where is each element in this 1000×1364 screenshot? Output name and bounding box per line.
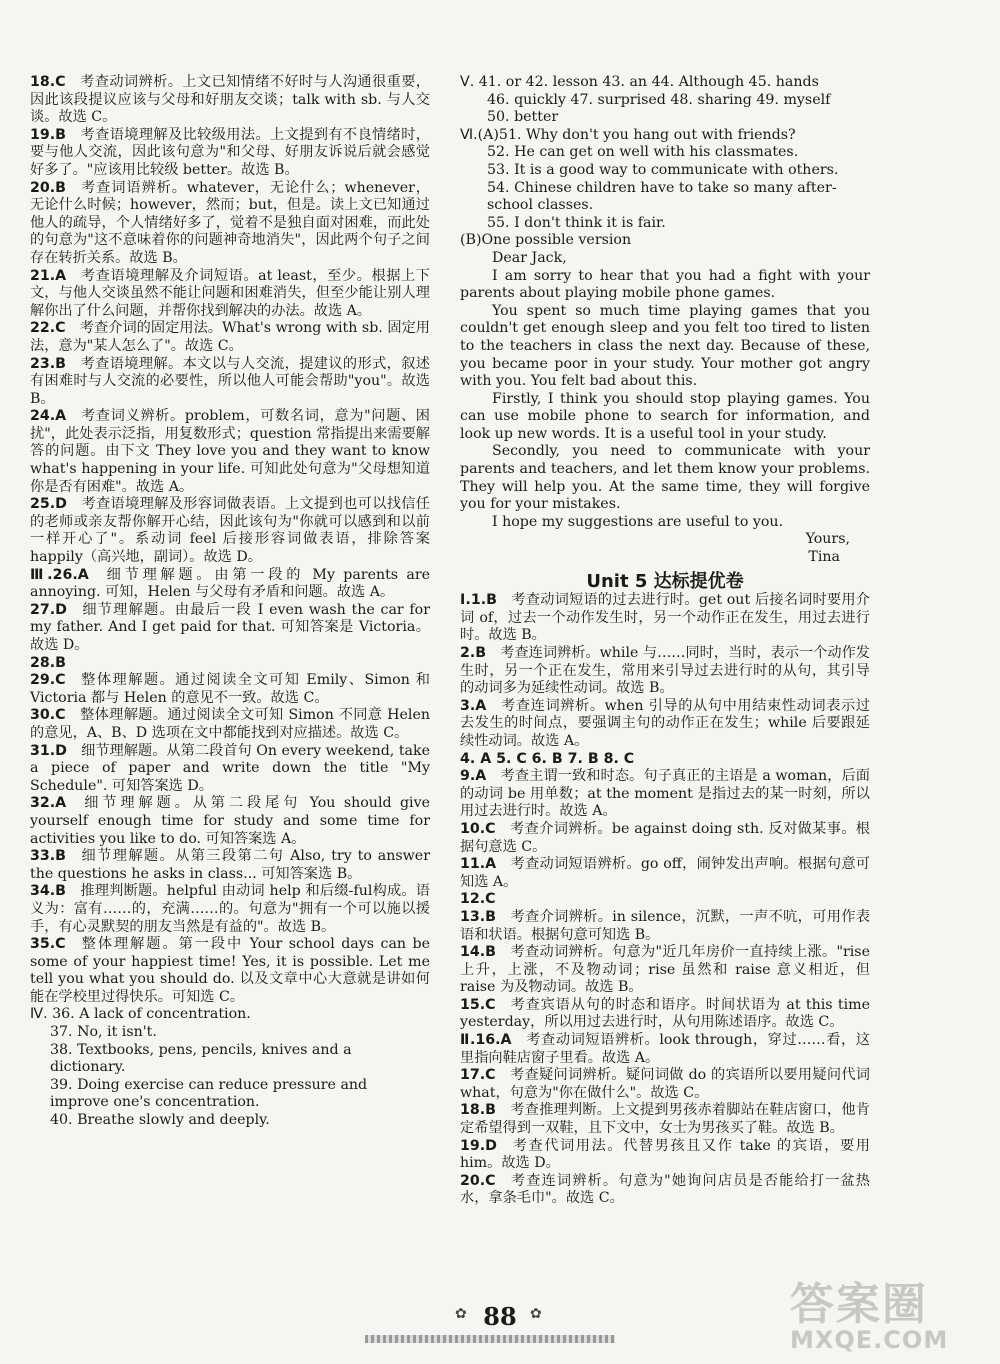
section-v-line1: 41. or 42. lesson 43. an 44. Although 45. hands bbox=[478, 74, 819, 90]
answer-55: 55. I don't think it is fair. bbox=[487, 214, 666, 231]
question-number: 23. bbox=[30, 355, 56, 372]
answer-51: (A)51. Why don't you hang out with friends? bbox=[477, 126, 796, 143]
answer-letter: B bbox=[485, 908, 496, 925]
explanation-text: 考查连词辨析。句意为"她询问店员是否能给打一盆热水，拿条毛巾"。故选 C。 bbox=[460, 1172, 870, 1207]
answer-item bbox=[30, 268, 430, 321]
answer-letter: C bbox=[55, 672, 66, 689]
answer-item bbox=[460, 1102, 870, 1137]
question-number: 24. bbox=[30, 408, 56, 425]
short-answer-text: 40. Breathe slowly and deeply. bbox=[50, 1112, 270, 1129]
question-number: 29. bbox=[30, 672, 56, 689]
question-number: 34. bbox=[30, 883, 56, 900]
answer-letter: C bbox=[485, 891, 496, 908]
answer-letter: D bbox=[485, 1137, 497, 1154]
short-answer bbox=[30, 1042, 430, 1077]
answer-item bbox=[460, 1173, 870, 1208]
answer-letter: C bbox=[485, 1172, 496, 1189]
letter-paragraph: You spent so much time playing games that you couldn't get enough sleep and you felt too tired to listen to the teachers in class the next day. Because of these, you became poor in your study. Your mother got angry with you. You felt bad about this. bbox=[460, 302, 870, 390]
section-iv-label: Ⅳ. bbox=[30, 1006, 48, 1023]
answer-item bbox=[460, 751, 870, 769]
answer-item bbox=[460, 768, 870, 821]
question-number: 19. bbox=[30, 126, 56, 143]
answer-item bbox=[460, 997, 870, 1032]
answer-item bbox=[30, 848, 430, 883]
answer-item bbox=[460, 698, 870, 751]
answer-letter: C bbox=[55, 74, 66, 90]
answer-item bbox=[460, 821, 870, 856]
question-number: 18. bbox=[460, 1102, 486, 1119]
answer-letter: C bbox=[55, 936, 66, 953]
answer-letter: A bbox=[55, 267, 67, 284]
question-number: 19. bbox=[460, 1137, 486, 1154]
question-number: 3. bbox=[460, 697, 476, 714]
question-number: 31. bbox=[30, 742, 56, 759]
section-label: Ⅱ. bbox=[460, 1032, 476, 1049]
answer-item bbox=[460, 1032, 870, 1067]
section-iv bbox=[30, 1006, 430, 1129]
question-number: 10. bbox=[460, 820, 486, 837]
short-answer-text: 36. A lack of concentration. bbox=[52, 1006, 251, 1023]
unit5-answers bbox=[460, 592, 870, 1208]
section-v-line2: 46. quickly 47. surprised 48. sharing 49. myself bbox=[487, 91, 831, 108]
answer-letter: B bbox=[55, 355, 66, 372]
answer-item bbox=[30, 707, 430, 742]
answer-item bbox=[30, 127, 430, 180]
answer-letter: D bbox=[55, 742, 67, 759]
explanation-text: 考查介词辨析。in silence，沉默，一声不吭，可用作表语和状语。根据句意可知选 B。 bbox=[460, 908, 870, 943]
answer-item bbox=[30, 883, 430, 936]
explanation-text: 整体理解题。通过阅读全文可知 Emily、Simon 和 Victoria 都与 Helen 的意见不一致。故选 C。 bbox=[30, 672, 430, 706]
footer-decoration bbox=[365, 1335, 615, 1343]
question-number: 13. bbox=[460, 908, 486, 925]
explanation-text: 考查语境理解。本文以与人交流，提建议的形式，叙述有困难时与人交流的必要性，所以他人可能会帮助"you"。故选 B。 bbox=[30, 355, 430, 407]
answer-letter: A bbox=[55, 795, 67, 812]
short-answer bbox=[30, 1006, 430, 1024]
short-answer-text: 38. Textbooks, pens, pencils, knives and a dictionary. bbox=[50, 1041, 352, 1076]
answer-letter: C bbox=[55, 707, 66, 724]
answer-53: 53. It is a good way to communicate with others. bbox=[487, 161, 839, 178]
explanation-text: 考查连词辨析。when 引导的从句中用结束性动词表示过去发生的时间点，要强调主句的动作正在发生；while 后要跟延续性动词。故选 A。 bbox=[460, 697, 870, 749]
explanation-text: 整体理解题。第一段中 Your school days can be some of your happiest time! Yes, it is possible. Let me tell you what you should do. 以及文章中心大意就是讲如何能在学校里过得快乐。可知选 C。 bbox=[30, 936, 430, 1005]
explanation-text: 细节理解题。由最后一段 I even wash the car for my father. And I get paid for that. 可知答案是 Victoria。故选 D。 bbox=[30, 601, 430, 653]
explanation-text: 考查动词短语的过去进行时。get out 后接名词时要用介词 of，过去一个动作发生时，另一个动作正在发生，用过去进行时。故选 B。 bbox=[460, 592, 870, 644]
explanation-text: 整体理解题。通过阅读全文可知 Simon 不同意 Helen 的意见，A、B、D 选项在文中都能找到对应描述。故选 C。 bbox=[30, 707, 430, 741]
explanation-text: 细节理解题。从第二段首句 On every weekend, take a piece of paper and write down the title "My Schedule". 可知答案选 D。 bbox=[30, 742, 430, 794]
explanation-text: 考查代词用法。代替男孩且又作 take 的宾语，要用 him。故选 D。 bbox=[460, 1137, 870, 1172]
answer-letter: B bbox=[55, 883, 66, 900]
answer-letter: B bbox=[485, 1102, 496, 1119]
answer-letter: B bbox=[55, 654, 66, 671]
answer-item bbox=[30, 602, 430, 655]
section-label: Ⅲ. bbox=[30, 566, 53, 583]
answer-54: 54. Chinese children have to take so many after-school classes. bbox=[487, 179, 837, 214]
letter-paragraph: I am sorry to hear that you had a fight with your parents about playing mobile phone games. bbox=[460, 267, 870, 302]
answer-item bbox=[30, 496, 430, 566]
explanation-text: 推理判断题。helpful 由动词 help 和后缀-ful构成。语义为：富有……的，充满……的。句意为"拥有一个可以施以援手，有心灵默契的朋友当然是有益的"。故选 B。 bbox=[30, 883, 430, 935]
answer-letter: A bbox=[475, 697, 487, 714]
answer-item bbox=[30, 567, 430, 602]
answer-item bbox=[460, 909, 870, 944]
explanation-text: 考查推理判断。上文提到男孩赤着脚站在鞋店窗口，他肯定希望得到一双鞋，且下文中，女士为男孩买了鞋。故选 B。 bbox=[460, 1102, 870, 1137]
explanation-text: 考查语境理解及形容词做表语。上文提到也可以找信任的老师或亲友帮你解开心结，因此该句为"你就可以感到和以前一样开心了"。系动词 feel 后接形容词做表语，排除答案 happily（高兴地，副词）。故选 D。 bbox=[30, 496, 430, 566]
section-label: Ⅰ. bbox=[460, 592, 471, 609]
letter-closing: Yours, bbox=[805, 531, 850, 548]
answer-item bbox=[30, 320, 430, 355]
answer-item bbox=[30, 408, 430, 496]
section-vi bbox=[460, 127, 870, 567]
version-label: (B)One possible version bbox=[460, 232, 632, 249]
answer-letter: A bbox=[77, 566, 89, 583]
question-number: 35. bbox=[30, 936, 56, 953]
question-number: 25. bbox=[30, 496, 56, 513]
short-answer-text: 37. No, it isn't. bbox=[50, 1024, 157, 1041]
short-answer bbox=[30, 1024, 430, 1042]
section-v-line3: 50. better bbox=[487, 109, 559, 126]
ornament-left-icon: ✿ bbox=[455, 1306, 467, 1322]
answer-letter: A bbox=[485, 856, 497, 873]
question-number: 9. bbox=[460, 768, 476, 785]
answer-row: 4. A 5. C 6. B 7. B 8. C bbox=[460, 750, 635, 767]
unit5-title: Unit 5 达标提优卷 bbox=[586, 570, 744, 592]
watermark-top-text: 答案圈 bbox=[790, 1279, 928, 1330]
answer-item bbox=[30, 795, 430, 848]
question-number: 33. bbox=[30, 848, 56, 865]
watermark-bottom-text: MXQE.COM bbox=[790, 1326, 949, 1354]
question-number: 30. bbox=[30, 707, 56, 724]
section-v bbox=[460, 74, 870, 127]
answer-letter: C bbox=[55, 320, 66, 337]
answer-letter: C bbox=[485, 996, 496, 1013]
answer-item bbox=[30, 180, 430, 268]
short-answer-text: 39. Doing exercise can reduce pressure and improve one's concentration. bbox=[50, 1076, 368, 1111]
explanation-text: 考查连词辨析。while 与……同时，当时，表示一个动作发生时，另一个正在发生，常用来引导过去进行时的从句，其引导的动词多为延续性动词。故选 B。 bbox=[460, 645, 870, 697]
explanation-text: 考查疑问词辨析。疑问词做 do 的宾语所以要用疑问代词 what，句意为"你在做什么"。故选 C。 bbox=[460, 1067, 870, 1101]
answer-letter: C bbox=[485, 1067, 496, 1084]
answer-item bbox=[460, 891, 870, 909]
answer-letter: B bbox=[55, 848, 66, 865]
short-answer bbox=[30, 1077, 430, 1112]
answer-letter: B bbox=[475, 645, 487, 661]
page-number: 88 bbox=[483, 1302, 517, 1331]
explanation-text: 考查语境理解及比较级用法。上文提到有不良情绪时，要与他人交流，因此该句意为"和父母、好朋友诉说后就会感觉好多了。"应该用比较级 better。故选 B。 bbox=[30, 126, 430, 178]
explanation-text: 细节理解题。从第三段第二句 Also, try to answer the questions he asks in class... 可知答案选 B。 bbox=[30, 848, 430, 882]
section-v-label: Ⅴ. bbox=[460, 74, 475, 90]
letter-signature: Tina bbox=[808, 549, 840, 566]
question-number: 16. bbox=[475, 1032, 501, 1049]
explanation-text: 考查动词辨析。上文已知情绪不好时与人沟通很重要，因此该段提议应该与父母和好朋友交谈；talk with sb. 与人交谈。故选 C。 bbox=[30, 74, 430, 126]
answer-letter: A bbox=[500, 1032, 512, 1049]
answer-item bbox=[30, 672, 430, 707]
answer-item bbox=[460, 592, 870, 645]
right-column bbox=[460, 74, 870, 1208]
section-vi-label: Ⅵ. bbox=[460, 126, 478, 143]
answer-item bbox=[30, 74, 430, 127]
explanation-text: 考查词语辨析。whatever，无论什么；whenever，无论什么时候；however，然而；but，但是。读上文已知通过他人的疏导，个人情绪好多了，觉着不是独自面对困难，而此处的句意为"这不意味着你的问题神奇地消失"，因此两个句子之间存在转折关系。故选 B。 bbox=[30, 179, 430, 266]
question-number: 28. bbox=[30, 654, 56, 671]
question-number: 14. bbox=[460, 944, 486, 961]
watermark-logo bbox=[790, 1268, 980, 1356]
answer-letter: A bbox=[55, 408, 67, 425]
explanation-text: 考查动词短语辨析。go off，闹钟发出声响。根据句意可知选 A。 bbox=[460, 856, 870, 890]
question-number: 26. bbox=[52, 566, 78, 583]
ornament-right-icon: ✿ bbox=[530, 1306, 542, 1322]
question-number: 22. bbox=[30, 320, 56, 337]
answer-letter: B bbox=[55, 179, 66, 196]
answer-item bbox=[30, 356, 430, 409]
explanation-text: 考查动词辨析。句意为"近几年房价一直持续上涨。"rise 上升，上涨，不及物动词；rise 虽然和 raise 意义相近，但 raise 为及物动词。故选 B。 bbox=[460, 944, 870, 996]
question-number: 20. bbox=[460, 1172, 486, 1189]
answer-52: 52. He can get on well with his classmates. bbox=[487, 144, 799, 161]
question-number: 1. bbox=[470, 592, 487, 609]
letter-paragraph: I hope my suggestions are useful to you. bbox=[492, 513, 784, 530]
question-number: 21. bbox=[30, 267, 56, 284]
question-number: 2. bbox=[460, 645, 476, 661]
answer-letter: B bbox=[486, 592, 497, 609]
answer-item bbox=[30, 655, 430, 673]
answer-item bbox=[460, 1067, 870, 1102]
explanation-text: 考查动词短语辨析。look through，穿过……看，这里指向鞋店窗子里看。故选 A。 bbox=[460, 1032, 870, 1066]
answer-letter: D bbox=[55, 496, 67, 513]
question-number: 18. bbox=[30, 74, 56, 90]
letter-paragraph: Firstly, I think you should stop playing games. You can use mobile phone to search for information, and look up new words. It is a useful tool in your study. bbox=[460, 390, 870, 442]
explanation-text: 考查词义辨析。problem，可数名词，意为"问题、困扰"，此处表示泛指，用复数形式；question 常指提出来需要解答的问题。由下文 They love you and they want to know what's happening in your life. 可知此处句意为"父母想知道你是否有困难"。故选 A。 bbox=[30, 408, 430, 495]
answer-item bbox=[460, 856, 870, 891]
answer-item bbox=[460, 1138, 870, 1173]
answer-letter: A bbox=[475, 768, 487, 785]
letter-salutation: Dear Jack, bbox=[492, 249, 567, 266]
short-answer bbox=[30, 1112, 430, 1130]
question-number: 27. bbox=[30, 601, 56, 618]
explanation-text: 考查介词辨析。be against doing sth. 反对做某事。根据句意选 C。 bbox=[460, 820, 870, 855]
question-number: 11. bbox=[460, 856, 486, 873]
left-column bbox=[30, 74, 430, 1130]
question-number: 17. bbox=[460, 1067, 486, 1084]
explanation-text: 细节理解题。从第二段尾句 You should give yourself enough time for study and some time for activities you like to do. 可知答案选 A。 bbox=[30, 795, 430, 847]
answer-item bbox=[30, 743, 430, 796]
explanation-text: 细节理解题。由第一段的 My parents are annoying. 可知，Helen 与父母有矛盾和问题。故选 A。 bbox=[30, 566, 430, 601]
sample-letter bbox=[460, 250, 870, 567]
answer-letter: B bbox=[55, 126, 66, 143]
question-number: 20. bbox=[30, 179, 56, 196]
answer-item bbox=[460, 944, 870, 997]
answer-letter: D bbox=[55, 601, 67, 618]
question-number: 12. bbox=[460, 891, 486, 908]
explanation-text: 考查语境理解及介词短语。at least，至少。根据上下文，与他人交谈虽然不能让问题和困难消失，但至少能让别人理解你出了什么问题，并帮你找到解决的办法。故选 A。 bbox=[30, 267, 430, 319]
answer-letter: B bbox=[485, 944, 496, 961]
answer-item bbox=[30, 936, 430, 1006]
question-number: 15. bbox=[460, 996, 486, 1013]
letter-paragraph: Secondly, you need to communicate with your parents and teachers, and let them know your problems. They will help you. At the same time, they will forgive you for your mistakes. bbox=[460, 443, 870, 513]
answer-letter: C bbox=[485, 820, 496, 837]
answer-item bbox=[460, 645, 870, 698]
explanation-text: 考查主谓一致和时态。句子真正的主语是 a woman，后面的动词 be 用单数；at the moment 是指过去的某一时刻，所以用过去进行时。故选 A。 bbox=[460, 768, 870, 820]
explanation-text: 考查宾语从句的时态和语序。时间状语为 at this time yesterday，所以用过去进行时，从句用陈述语序。故选 C。 bbox=[460, 996, 870, 1031]
explanation-text: 考查介词的固定用法。What's wrong with sb. 固定用法，意为"某人怎么了"。故选 C。 bbox=[30, 320, 430, 354]
question-number: 32. bbox=[30, 795, 56, 812]
